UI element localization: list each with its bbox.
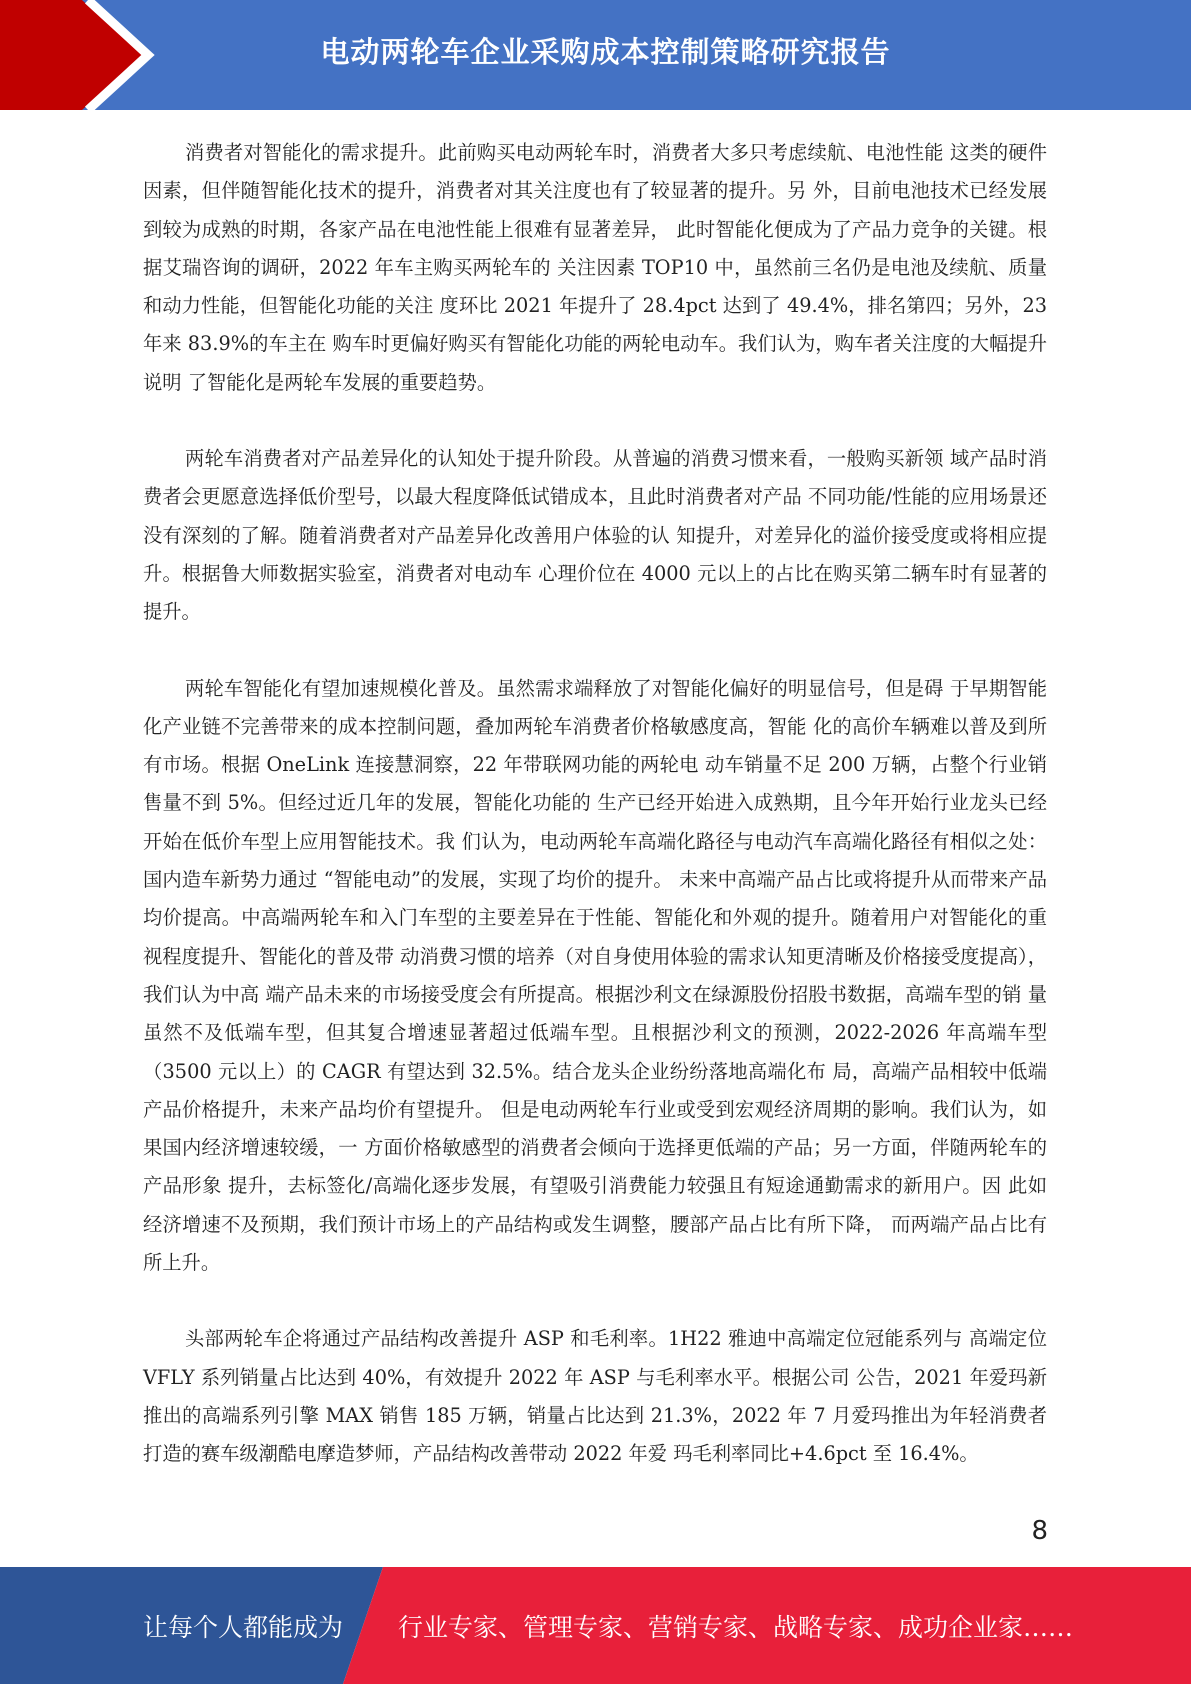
chevron-arrow-icon: [0, 0, 160, 110]
report-body: [143, 134, 1047, 1512]
paragraph-differentiation: 两轮车消费者对产品差异化的认知处于提升阶段。从普遍的消费习惯来看，一般购买新领 域产品时消费者会更愿意选择低价型号，以最大程度降低试错成本，且此时消费者对产品 不同功能/性能的应用场景还没有深刻的了解。随着消费者对产品差异化改善用户体验的认 知提升，对差异化的溢价接受度或将相应提升。根据鲁大师数据实验室，消费者对电动车 心理价位在 4000 元以上的占比在购买第二辆车时有显著的提升。: [143, 447, 1047, 624]
paragraph-intelligent-adoption: 两轮车智能化有望加速规模化普及。虽然需求端释放了对智能化偏好的明显信号，但是碍 于早期智能化产业链不完善带来的成本控制问题，叠加两轮车消费者价格敏感度高，智能 化的高价车辆难以普及到所有市场。根据 OneLink 连接慧洞察，22 年带联网功能的两轮电 动车销量不足 200 万辆，占整个行业销售量不到 5%。但经过近几年的发展，智能化功能的 生产已经开始进入成熟期，且今年开始行业龙头已经开始在低价车型上应用智能技术。我 们认为，电动两轮车高端化路径与电动汽车高端化路径有相似之处：国内造车新势力通过 “智能电动”的发展，实现了均价的提升。 未来中高端产品占比或将提升从而带来产品均价提高。中高端两轮车和入门车型的主要差异在于性能、智能化和外观的提升。随着用户对智能化的重视程度提升、智能化的普及带 动消费习惯的培养（对自身使用体验的需求认知更清晰及价格接受度提高），我们认为中高 端产品未来的市场接受度会有所提高。根据沙利文在绿源股份招股书数据，高端车型的销 量虽然不及低端车型，但其复合增速显著超过低端车型。且根据沙利文的预测，2022-2026 年高端车型（3500 元以上）的 CAGR 有望达到 32.5%。结合龙头企业纷纷落地高端化布 局，高端产品相较中低端产品价格提升，未来产品均价有望提升。 但是电动两轮车行业或受到宏观经济周期的影响。我们认为，如果国内经济增速较缓，一 方面价格敏感型的消费者会倾向于选择更低端的产品；另一方面，伴随两轮车的产品形象 提升，去标签化/高端化逐步发展，有望吸引消费能力较强且有短途通勤需求的新用户。因 此如经济增速不及预期，我们预计市场上的产品结构或发生调整，腰部产品占比有所下降， 而两端产品占比有所上升。: [143, 676, 1047, 1275]
page-header: [0, 0, 1191, 110]
page-footer: [0, 1567, 1191, 1684]
page-number: 8: [1031, 1516, 1048, 1546]
report-title: 电动两轮车企业采购成本控制策略研究报告: [320, 34, 891, 69]
footer-slogan-left: 让每个人都能成为: [143, 1612, 344, 1642]
paragraph-product-structure: 头部两轮车企将通过产品结构改善提升 ASP 和毛利率。1H22 雅迪中高端定位冠能系列与 高端定位 VFLY 系列销量占比达到 40%，有效提升 2022 年 ASP 与毛利率水平。根据公司 公告，2021 年爱玛新推出的高端系列引擎 MAX 销售 185 万辆，销量占比达到 21.3%，2022 年 7 月爱玛推出为年轻消费者打造的赛车级潮酷电摩造梦师，产品结构改善带动 2022 年爱 玛毛利率同比+4.6pct 至 16.4%。: [143, 1327, 1047, 1466]
footer-slogan-right: 行业专家、管理专家、营销专家、战略专家、成功企业家……: [398, 1612, 1074, 1642]
paragraph-intelligent-demand: 消费者对智能化的需求提升。此前购买电动两轮车时，消费者大多只考虑续航、电池性能 这类的硬件因素，但伴随智能化技术的提升，消费者对其关注度也有了较显著的提升。另 外，目前电池技术已经发展到较为成熟的时期，各家产品在电池性能上很难有显著差异， 此时智能化便成为了产品力竞争的关键。根据艾瑞咨询的调研，2022 年车主购买两轮车的 关注因素 TOP10 中，虽然前三名仍是电池及续航、质量和动力性能，但智能化功能的关注 度环比 2021 年提升了 28.4pct 达到了 49.4%，排名第四；另外，23 年来 83.9%的车主在 购车时更偏好购买有智能化功能的两轮电动车。我们认为，购车者关注度的大幅提升说明 了智能化是两轮车发展的重要趋势。: [143, 141, 1047, 394]
